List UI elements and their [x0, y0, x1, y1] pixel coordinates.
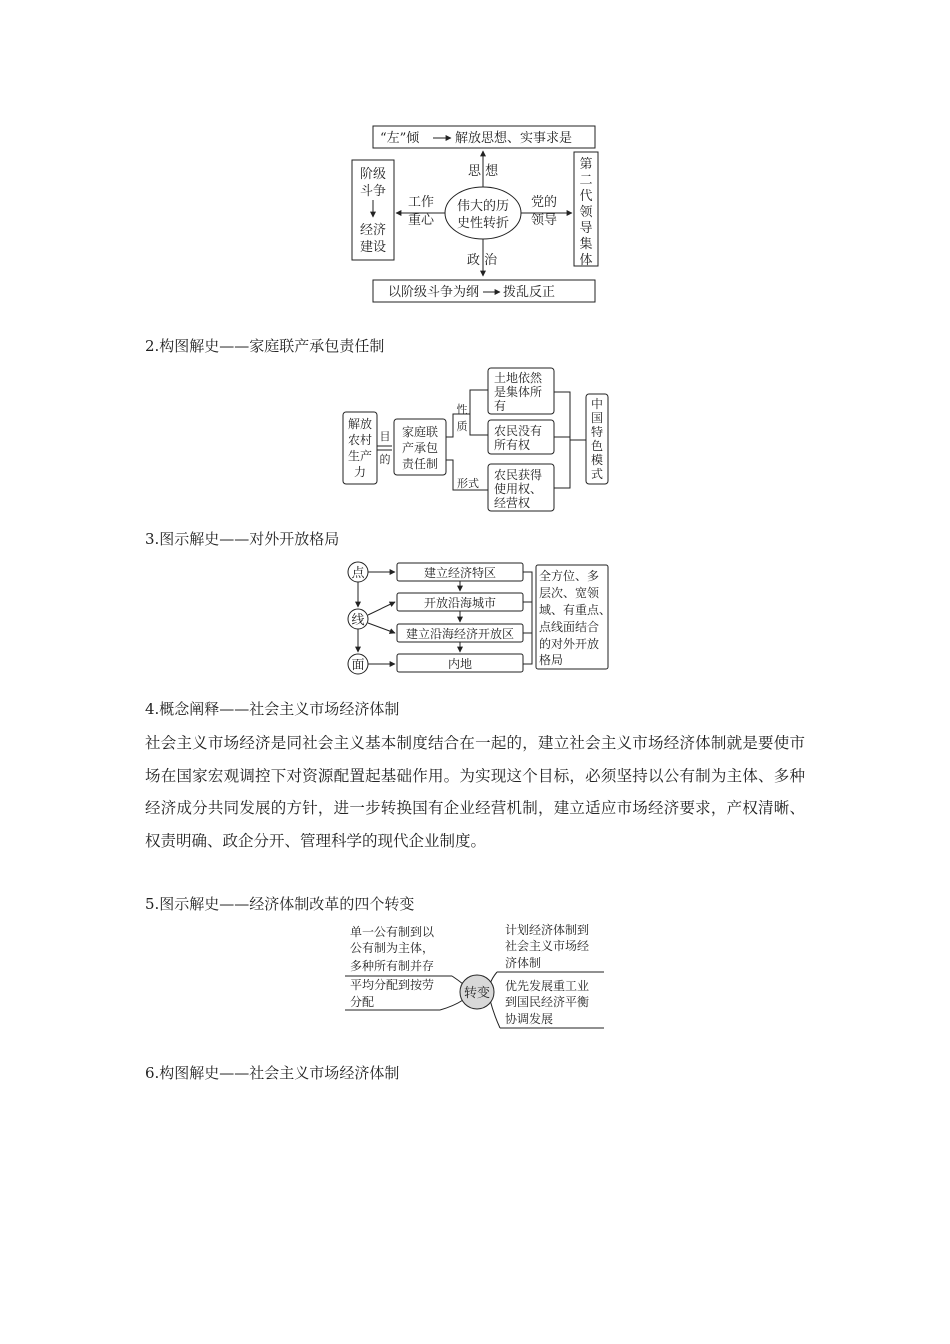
result-connector [554, 392, 570, 488]
left-box-text [348, 417, 372, 479]
svg-text:是集体所: 是集体所 [494, 385, 543, 399]
row-label-2: 开放沿海城市 [423, 596, 497, 610]
left-top-curve [452, 976, 463, 984]
svg-text:国: 国 [590, 411, 604, 425]
left-box-top-1: 阶级 [359, 167, 387, 182]
svg-text:家庭联: 家庭联 [401, 425, 439, 439]
svg-text:面: 面 [351, 658, 365, 673]
svg-text:经营权: 经营权 [494, 496, 531, 510]
svg-text:代: 代 [579, 189, 593, 204]
svg-text:模: 模 [590, 453, 604, 467]
box-a-text [494, 370, 543, 413]
section-2-title: 2.构图解史——家庭联产承包责任制 [145, 337, 385, 355]
svg-text:社会主义市场经: 社会主义市场经 [505, 939, 590, 953]
svg-text:农村: 农村 [347, 433, 373, 447]
center-line-2: 史性转折 [456, 216, 510, 231]
bottom-box-left: 以阶级斗争为纲 [388, 285, 480, 300]
label-work-focus-2: 重心 [408, 213, 435, 228]
svg-text:到国民经济平衡: 到国民经济平衡 [505, 995, 590, 1009]
svg-text:济体制: 济体制 [505, 956, 542, 970]
svg-text:中: 中 [590, 397, 604, 411]
svg-text:优先发展重工业: 优先发展重工业 [505, 979, 590, 993]
svg-text:协调发展: 协调发展 [505, 1012, 554, 1026]
label-work-focus-1: 工作 [408, 195, 435, 210]
purpose-label-1: 目 [379, 430, 391, 443]
svg-text:点线面结合: 点线面结合 [539, 620, 600, 634]
svg-text:单一公有制到以: 单一公有制到以 [350, 925, 435, 939]
result-box-text [591, 396, 603, 481]
label-party-lead-2: 领导 [531, 213, 558, 228]
svg-text:线: 线 [351, 613, 365, 628]
svg-text:格局: 格局 [539, 653, 564, 667]
svg-text:产承包: 产承包 [401, 441, 439, 455]
right-bottom-curve [490, 1000, 500, 1028]
section-6-title: 6.构图解史——社会主义市场经济体制 [145, 1064, 400, 1082]
svg-text:土地依然: 土地依然 [494, 371, 543, 385]
svg-text:多种所有制并存: 多种所有制并存 [350, 959, 435, 973]
svg-text:集: 集 [579, 237, 593, 252]
purpose-label-2: 的 [379, 453, 391, 466]
left-box-bottom-1: 经济 [359, 223, 387, 238]
nature-label-2: 质 [456, 420, 468, 433]
svg-text:有: 有 [494, 399, 507, 413]
svg-text:责任制: 责任制 [401, 457, 439, 471]
arrow-line-row2 [368, 602, 395, 615]
label-politics: 政 治 [467, 253, 498, 268]
row-label-4: 内地 [447, 657, 473, 671]
box-b-text [494, 424, 542, 452]
svg-text:层次、宽领: 层次、宽领 [539, 586, 600, 600]
svg-text:二: 二 [579, 173, 593, 188]
label-thought: 思 想 [468, 164, 499, 179]
left-bottom-curve [440, 1000, 463, 1010]
svg-text:公有制为主体，: 公有制为主体， [350, 941, 435, 955]
svg-text:领: 领 [579, 205, 593, 220]
left-box-top-2: 斗争 [359, 184, 387, 199]
svg-text:生产: 生产 [347, 449, 373, 463]
household-responsibility-diagram [340, 362, 615, 517]
center-line-1: 伟大的历 [456, 199, 510, 214]
svg-text:所有权: 所有权 [494, 438, 531, 452]
section-4-paragraph: 社会主义市场经济是同社会主义基本制度结合在一起的，建立社会主义市场经济体制就是要使市场在国家宏观调控下对资源配置起基础作用。为实现这个目标，必须坚持以公有制为主体、多种经济成分共同发展的方针，进一步转换国有企业经营机制，建立适应市场经济要求，产权清晰、权责明确、政企分开、管理科学的现代企业制度。 [145, 734, 805, 850]
form-label: 形式 [457, 477, 479, 490]
label-party-lead-1: 党的 [531, 195, 558, 210]
right-bottom-text [505, 978, 589, 1026]
right-box-text [579, 157, 593, 268]
svg-text:分配: 分配 [350, 995, 375, 1009]
row-label-1: 建立经济特区 [423, 566, 497, 580]
svg-text:解放: 解放 [347, 417, 373, 431]
left-box-bottom-2: 建设 [359, 240, 387, 255]
nature-label-1: 性 [456, 403, 468, 416]
svg-text:第: 第 [579, 157, 593, 172]
svg-text:农民获得: 农民获得 [494, 468, 543, 482]
center-box-text [402, 424, 438, 471]
section-5-title: 5.图示解史——经济体制改革的四个转变 [145, 895, 415, 913]
nature-branch-2 [470, 414, 488, 435]
svg-text:体: 体 [579, 253, 593, 268]
four-transitions-diagram [342, 920, 607, 1032]
summary-bracket [523, 572, 532, 664]
svg-text:特: 特 [590, 425, 604, 439]
svg-text:式: 式 [590, 467, 604, 481]
svg-text:域、有重点、: 域、有重点、 [539, 603, 612, 617]
svg-text:全方位、多: 全方位、多 [539, 569, 600, 583]
row-label-3: 建立沿海经济开放区 [405, 627, 515, 641]
svg-text:使用权、: 使用权、 [494, 482, 543, 496]
svg-text:力: 力 [353, 465, 367, 479]
svg-text:计划经济体制到: 计划经济体制到 [505, 923, 590, 937]
svg-text:色: 色 [590, 439, 604, 453]
top-box-right: 解放思想、实事求是 [455, 131, 573, 146]
top-box-left: “左”倾 [380, 131, 420, 146]
right-top-text [505, 922, 589, 970]
box-c-text [494, 467, 542, 510]
left-top-text [350, 924, 435, 973]
arrow-line-row3 [368, 623, 395, 633]
svg-text:导: 导 [579, 221, 593, 236]
svg-text:的对外开放: 的对外开放 [539, 637, 600, 651]
left-bottom-text [350, 977, 434, 1009]
opening-up-diagram [342, 558, 612, 678]
section-4-title: 4.概念阐释——社会主义市场经济体制 [145, 700, 400, 718]
section-3-title: 3.图示解史——对外开放格局 [145, 530, 340, 548]
summary-text [539, 568, 611, 667]
svg-text:农民没有: 农民没有 [494, 424, 543, 438]
historic-turn-diagram [340, 118, 610, 308]
svg-text:点: 点 [351, 566, 365, 581]
svg-text:平均分配到按劳: 平均分配到按劳 [350, 978, 435, 992]
bottom-box-right: 拨乱反正 [503, 285, 556, 300]
center-label: 转变 [463, 986, 491, 1001]
